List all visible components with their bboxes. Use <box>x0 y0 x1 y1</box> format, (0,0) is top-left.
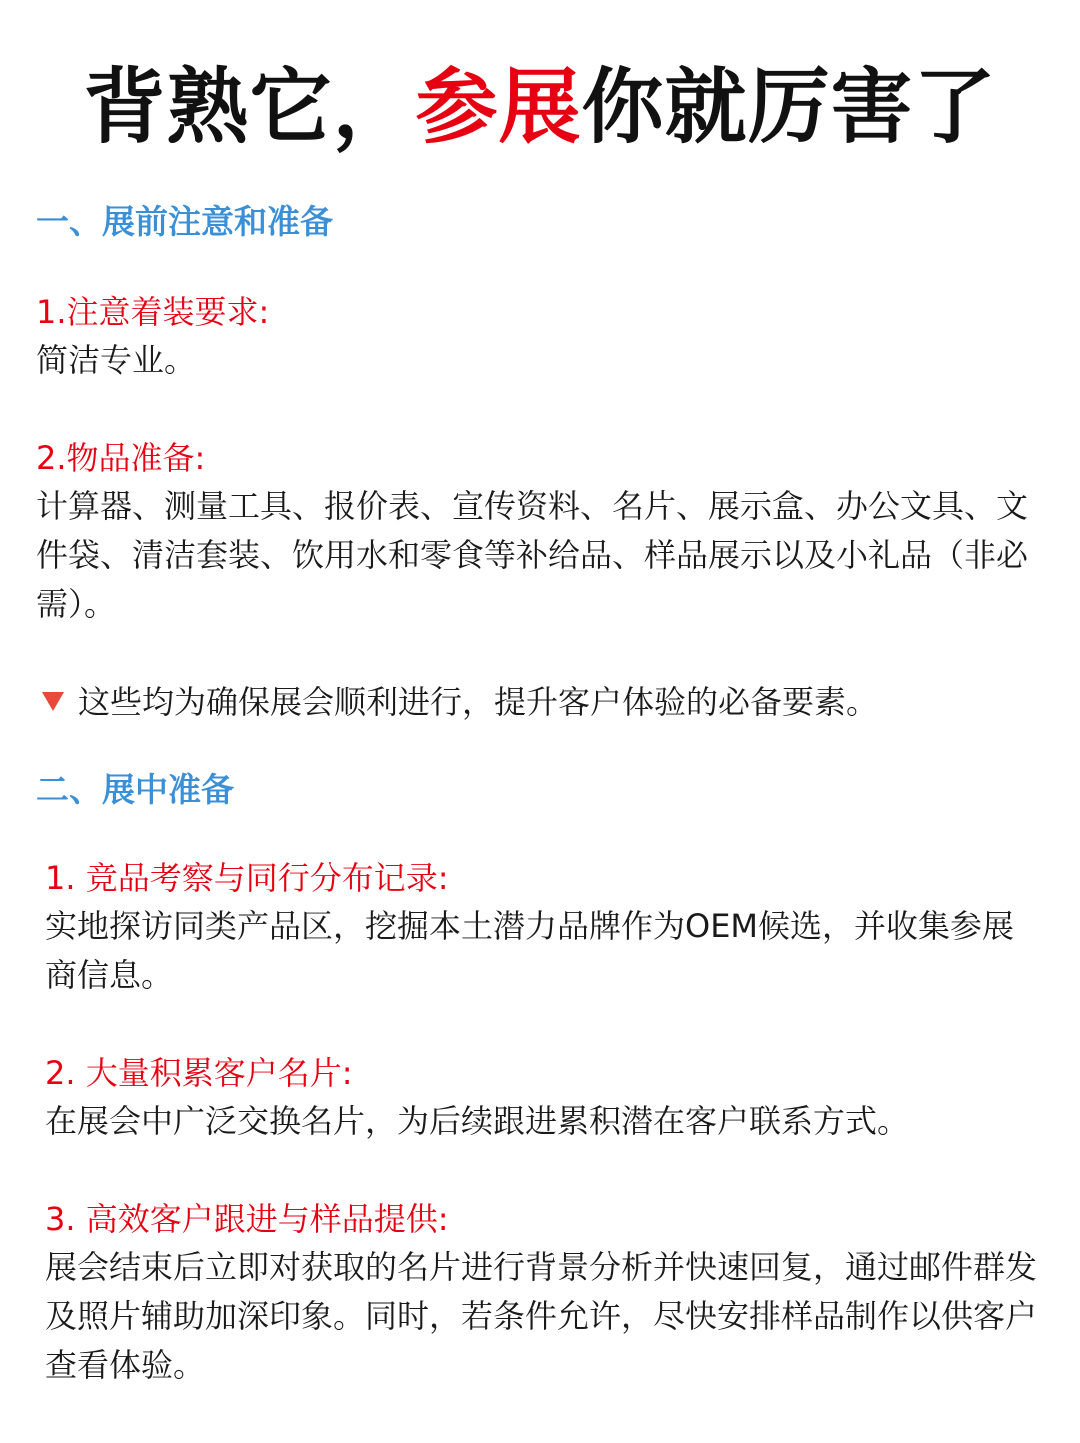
section-1-note-text: 这些均为确保展会顺利进行，提升客户体验的必备要素。 <box>78 683 879 721</box>
title-highlight: 参展 <box>415 60 582 155</box>
section-1-item-2-body: 计算器、测量工具、报价表、宣传资料、名片、展示盒、办公文具、文件袋、清洁套装、饮用水和零食等补给品、样品展示以及小礼品（非必需）。 <box>36 487 1029 623</box>
section-2-item-2-body: 在展会中广泛交换名片，为后续跟进累积潜在客户联系方式。 <box>45 1102 910 1140</box>
section-1-item-1-heading: 1.注意着装要求: <box>36 293 270 331</box>
title-part-1: 背熟它， <box>83 60 416 155</box>
title-part-2: 你就厉害了 <box>581 60 997 155</box>
section-1-heading: 一、展前注意和准备 <box>36 202 333 241</box>
red-down-triangle-icon <box>42 692 64 711</box>
section-2-item-1-body: 实地探访同类产品区，挖掘本土潜力品牌作为OEM候选，并收集参展商信息。 <box>45 907 1015 994</box>
section-1-note <box>42 680 878 724</box>
section-1-item-1-body: 简洁专业。 <box>36 341 197 379</box>
section-2-heading: 二、展中准备 <box>36 770 234 809</box>
section-2-item-3-body: 展会结束后立即对获取的名片进行背景分析并快速回复，通过邮件群发及照片辅助加深印象。同时，若条件允许，尽快安排样品制作以供客户查看体验。 <box>45 1248 1038 1384</box>
page-title <box>0 58 1080 158</box>
section-2-item-3-heading: 3. 高效客户跟进与样品提供: <box>45 1200 449 1238</box>
section-1-item-2-heading: 2.物品准备: <box>36 439 206 477</box>
section-2-item-2-heading: 2. 大量积累客户名片: <box>45 1054 353 1092</box>
section-2-item-1-heading: 1. 竞品考察与同行分布记录: <box>45 859 449 897</box>
